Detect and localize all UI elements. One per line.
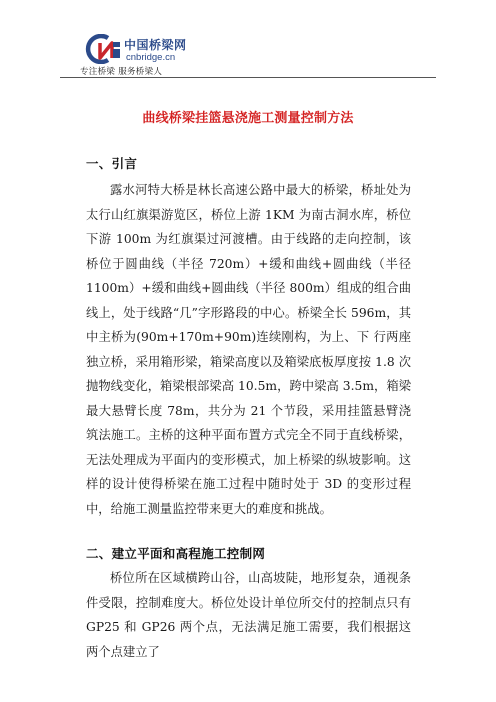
document-title: 曲线桥梁挂篮悬浇施工测量控制方法: [142, 111, 354, 126]
section-heading-control-network: 二、建立平面和高程施工控制网: [86, 546, 266, 561]
section-paragraph: 桥位所在区域横跨山谷，山高坡陡，地形复杂，通视条件受限，控制难度大。桥位处设计单位所交付的控制点只有 GP25 和 GP26 两个点，无法满足施工需要，我们根据这两个点建立了: [86, 571, 411, 659]
logo-domain: cnbridge.cn: [126, 52, 176, 63]
header-divider: [60, 77, 436, 78]
site-header: [60, 28, 440, 76]
logo-text: 中国桥梁网: [124, 38, 187, 52]
section-paragraph: 露水河特大桥是林长高速公路中最大的桥梁，桥址处为太行山红旗渠游览区，桥位上游 1KM 为南古洞水库，桥位下游 100m 为红旗渠过河渡槽。由于线路的走向控制，该桥位于圆曲线（半径 720m）+缓和曲线+圆曲线（半径 1100m）+缓和曲线+圆曲线（半径 800m）组成的组合曲线上，处于线路“几”字形路段的中心。桥梁全长 596m，其中主桥为(90m+170m+90m)连续刚构，为上、下 行两座独立桥，采用箱形梁，箱梁高度以及箱梁底板厚度按 1.8 次抛物线变化，箱梁根部梁高 10.5m，跨中梁高 3.5m，箱梁最大悬臂长度 78m，共分为 21 个节段，采用挂篮悬臂浇筑法施工。主桥的这种平面布置方式完全不同于直线桥梁，无法处理成为平面内的变形模式，加上桥梁的纵坡影响。这样的设计使得桥梁在施工过程中随时处于 3D 的变形过程中，给施工测量监控带来更大的难度和挑战。: [86, 183, 411, 516]
logo-slogan: 专注桥梁 服务桥梁人: [80, 67, 163, 77]
section-heading-introduction: 一、引言: [86, 156, 138, 171]
cnbridge-logo-icon: [78, 34, 122, 64]
